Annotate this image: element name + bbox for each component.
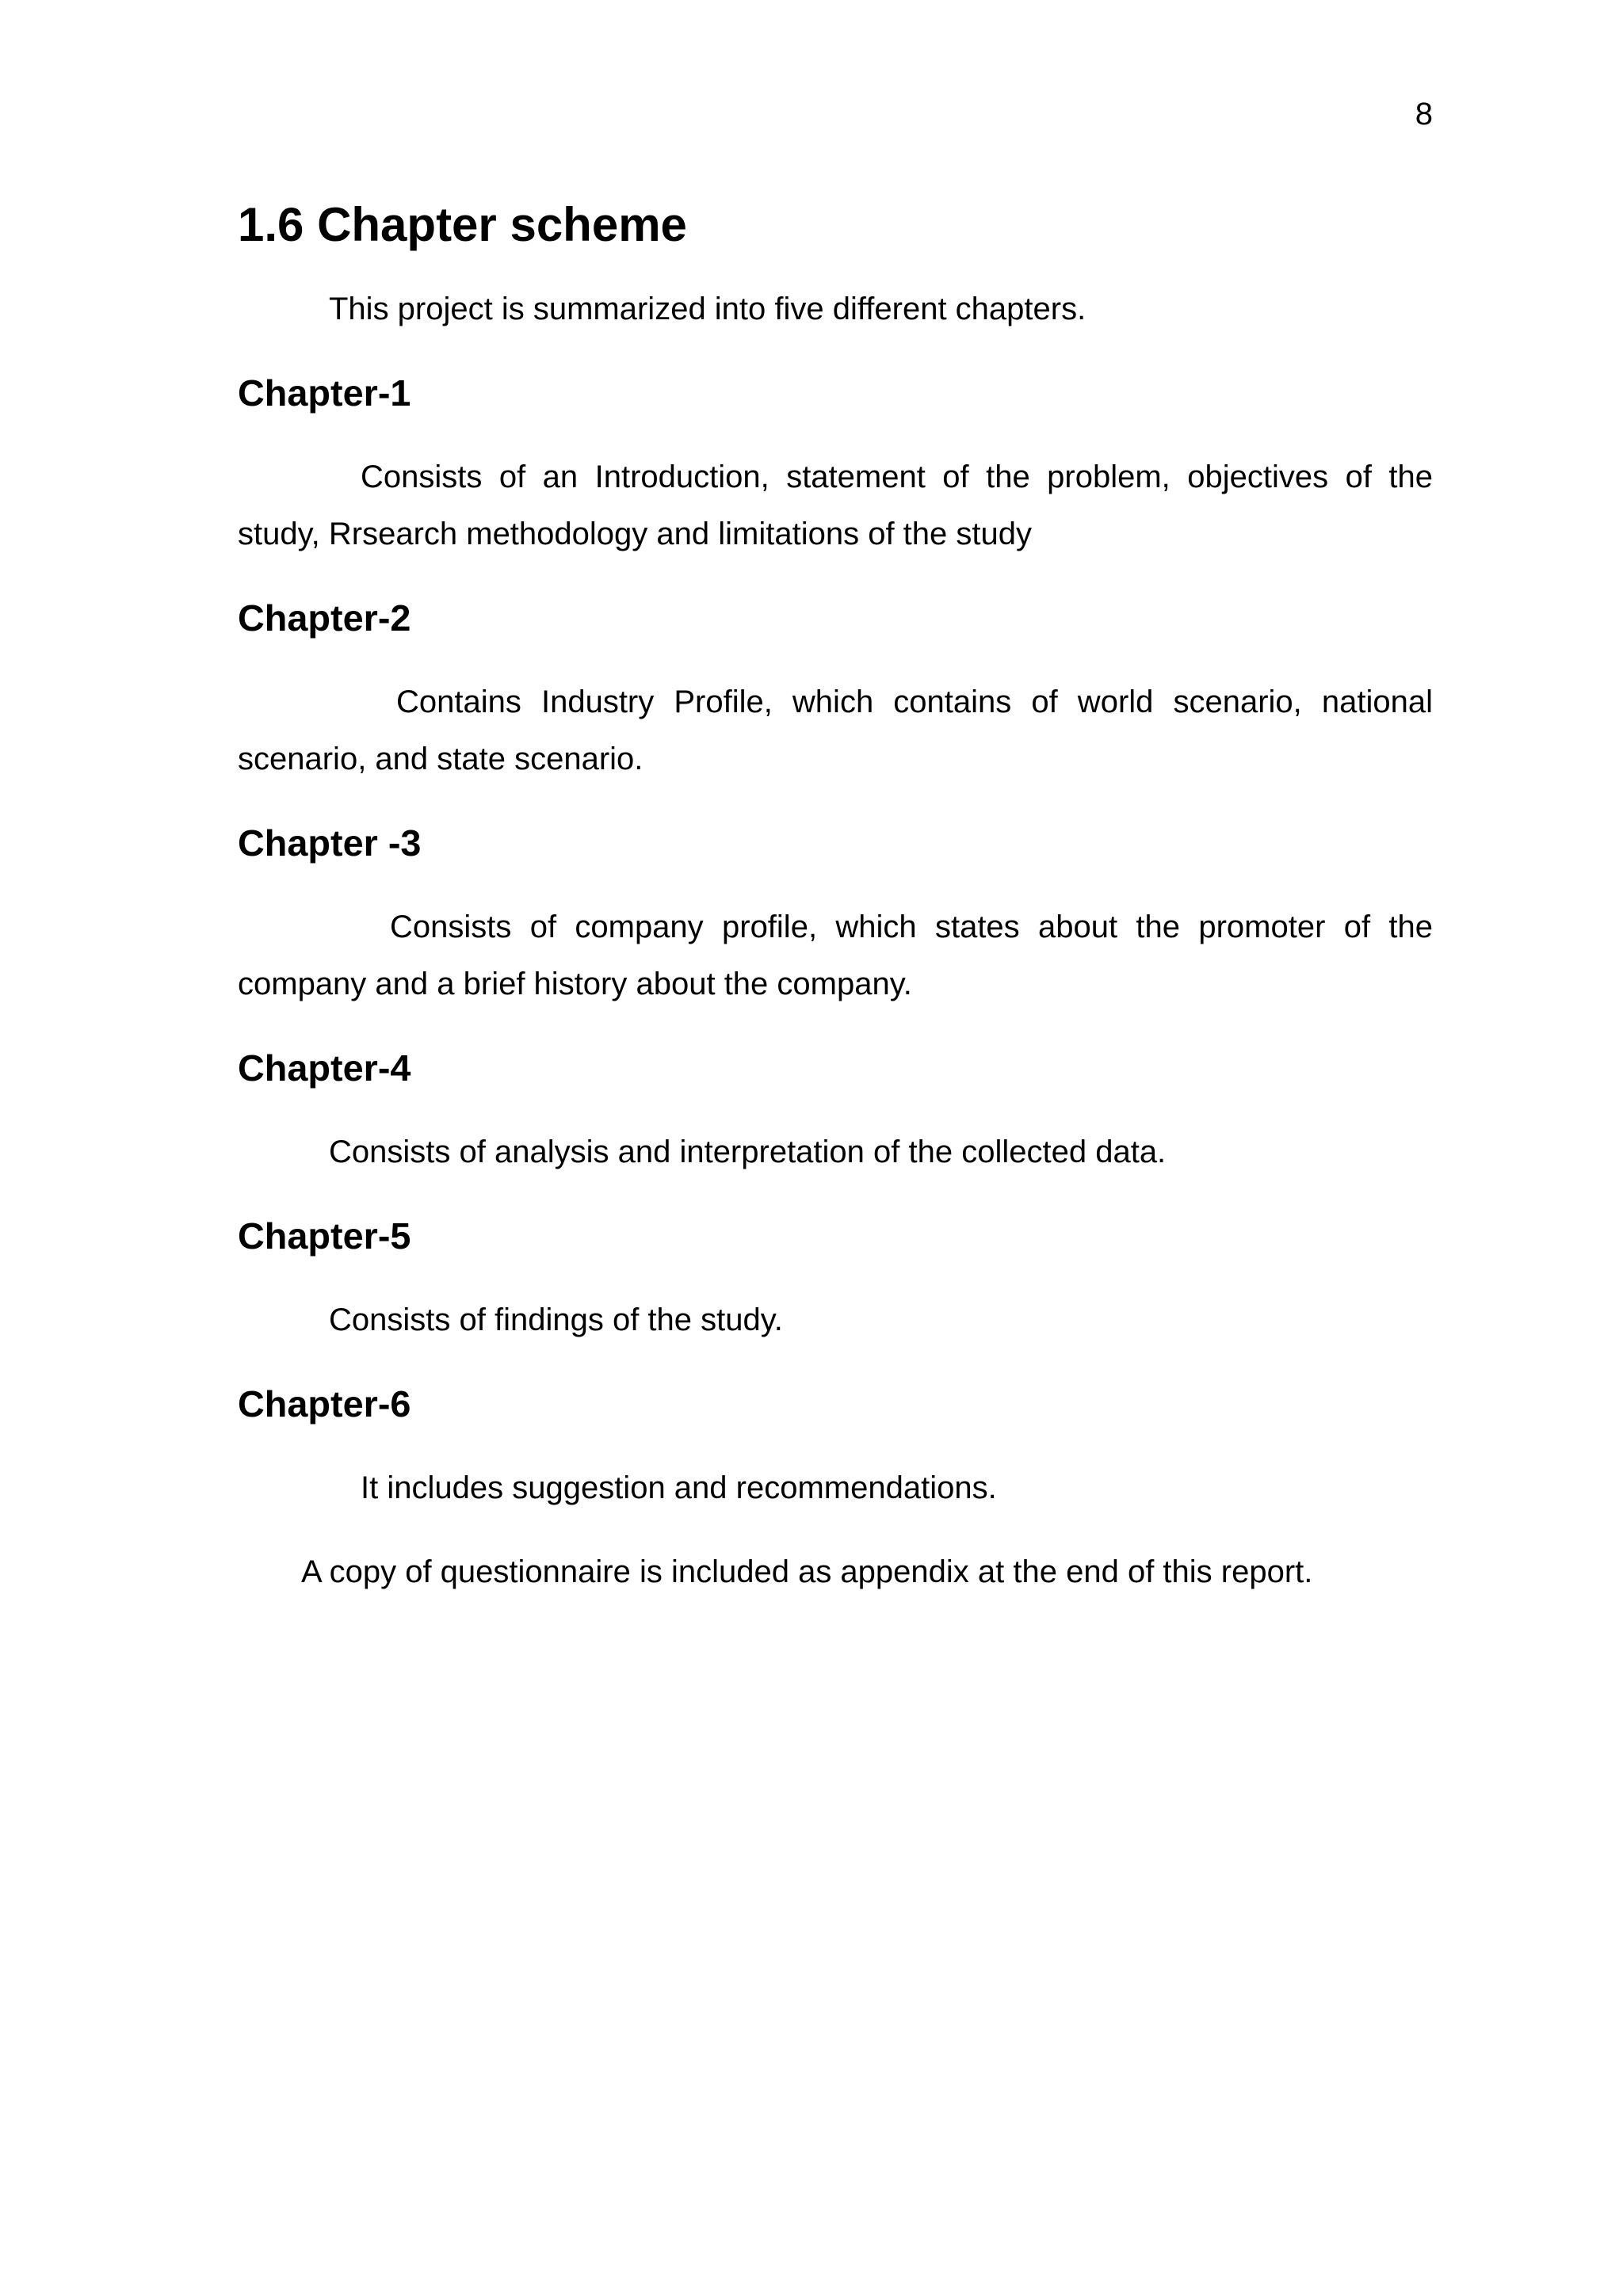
section-heading: 1.6 Chapter scheme <box>238 198 687 251</box>
chapter-6-heading: Chapter-6 <box>238 1383 411 1425</box>
chapter-5-description: Consists of findings of the study. <box>329 1302 783 1337</box>
chapter-4-heading: Chapter-4 <box>238 1047 411 1089</box>
chapter-1-heading: Chapter-1 <box>238 372 411 414</box>
closing-note: A copy of questionnaire is included as appendix at the end of this report. <box>301 1554 1313 1589</box>
chapter-3-description: Consists of company profile, which states about the promoter of the company and a brief history about the company. <box>238 910 1433 1001</box>
chapter-6-description: It includes suggestion and recommendations. <box>361 1470 997 1505</box>
document-body <box>238 196 1433 1627</box>
page-number: 8 <box>1415 97 1433 132</box>
chapter-4-description: Consists of analysis and interpretation of the collected data. <box>329 1135 1167 1169</box>
chapter-5-heading: Chapter-5 <box>238 1215 411 1257</box>
chapter-1-description: Consists of an Introduction, statement of the problem, objectives of the study, Rrsearch methodology and limitations of the study <box>238 460 1433 551</box>
chapter-3-heading: Chapter -3 <box>238 822 422 864</box>
chapter-2-heading: Chapter-2 <box>238 597 411 639</box>
chapter-2-description: Contains Industry Profile, which contains of world scenario, national scenario, and state scenario. <box>238 685 1433 776</box>
section-intro: This project is summarized into five different chapters. <box>329 292 1086 326</box>
